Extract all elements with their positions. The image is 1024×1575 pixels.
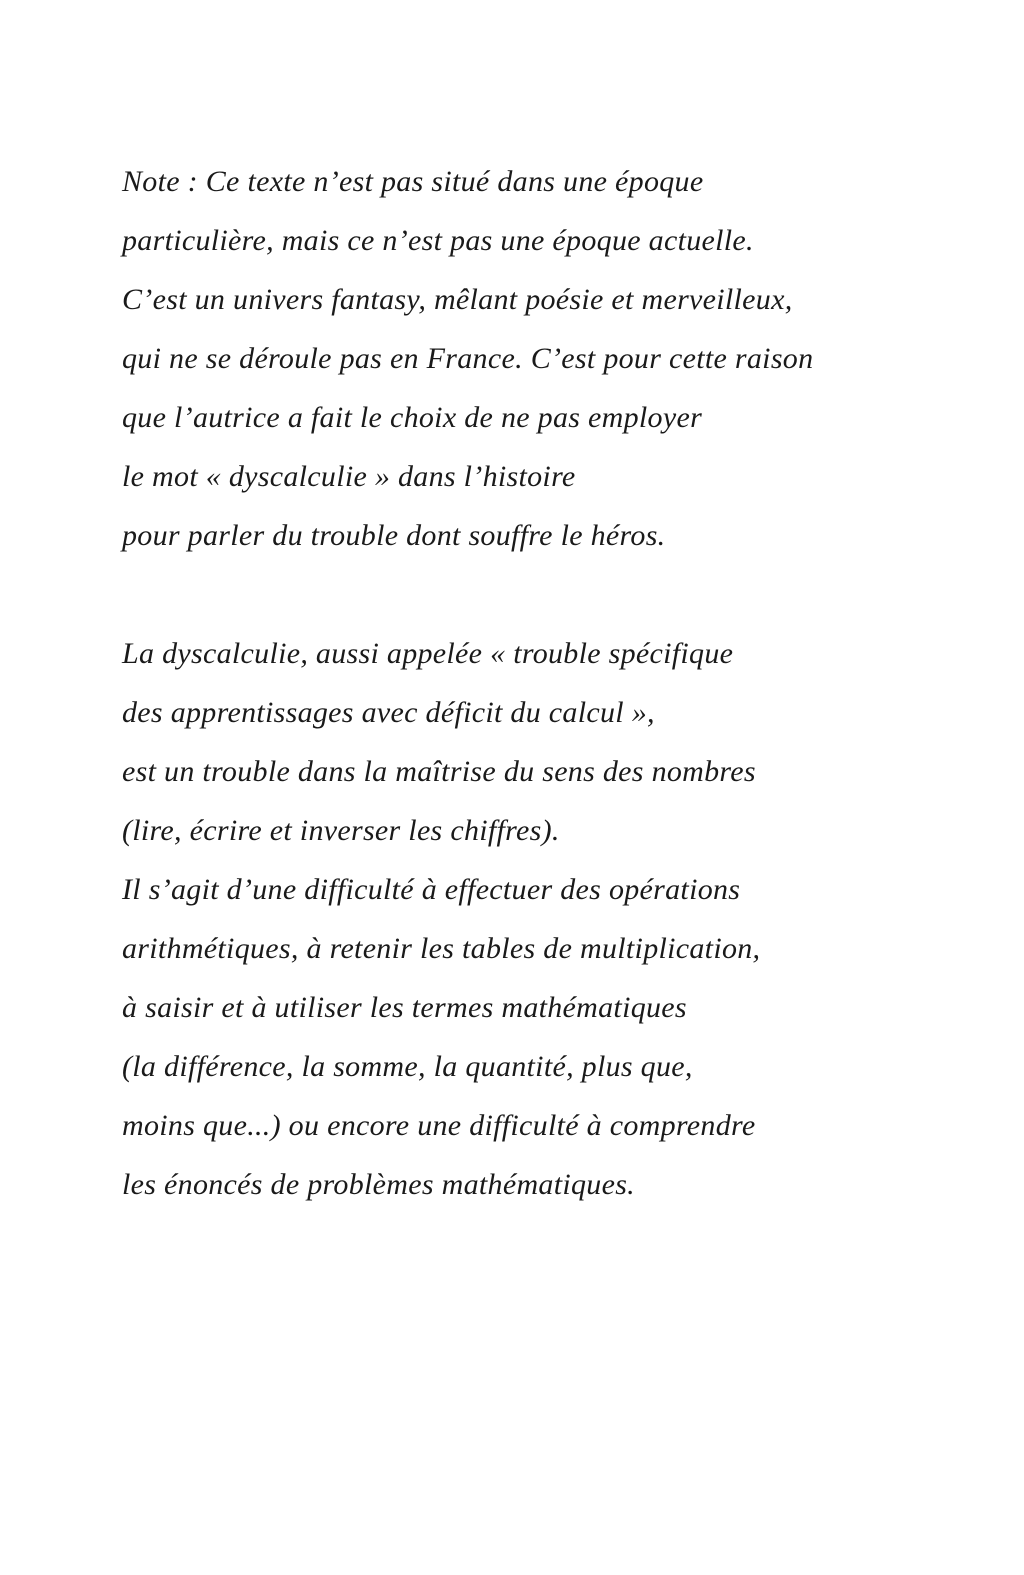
text-line: est un trouble dans la maîtrise du sens des nombres bbox=[122, 755, 756, 788]
text-line: les énoncés de problèmes mathématiques. bbox=[122, 1168, 635, 1201]
text-line: à saisir et à utiliser les termes mathématiques bbox=[122, 991, 687, 1024]
text-line: arithmétiques, à retenir les tables de multiplication, bbox=[122, 932, 761, 965]
text-line: C’est un univers fantasy, mêlant poésie et merveilleux, bbox=[122, 283, 793, 316]
text-line: La dyscalculie, aussi appelée « trouble spécifique bbox=[122, 637, 734, 670]
text-line: que l’autrice a fait le choix de ne pas employer bbox=[122, 401, 703, 434]
text-line: moins que...) ou encore une difficulté à comprendre bbox=[122, 1109, 756, 1142]
text-line: Il s’agit d’une difficulté à effectuer des opérations bbox=[122, 873, 741, 906]
text-line: Note : Ce texte n’est pas situé dans une époque bbox=[122, 165, 704, 198]
text-line: (lire, écrire et inverser les chiffres). bbox=[122, 814, 560, 847]
text-line: particulière, mais ce n’est pas une époque actuelle. bbox=[122, 224, 754, 257]
page-text-block bbox=[122, 152, 964, 1214]
text-line: (la différence, la somme, la quantité, plus que, bbox=[122, 1050, 693, 1083]
paragraph-dyscalculia-definition bbox=[122, 624, 964, 1214]
text-line: des apprentissages avec déficit du calcul », bbox=[122, 696, 655, 729]
paragraph-author-note bbox=[122, 152, 964, 565]
text-line: qui ne se déroule pas en France. C’est pour cette raison bbox=[122, 342, 814, 375]
text-line: pour parler du trouble dont souffre le héros. bbox=[122, 519, 666, 552]
text-line: le mot « dyscalculie » dans l’histoire bbox=[122, 460, 576, 493]
